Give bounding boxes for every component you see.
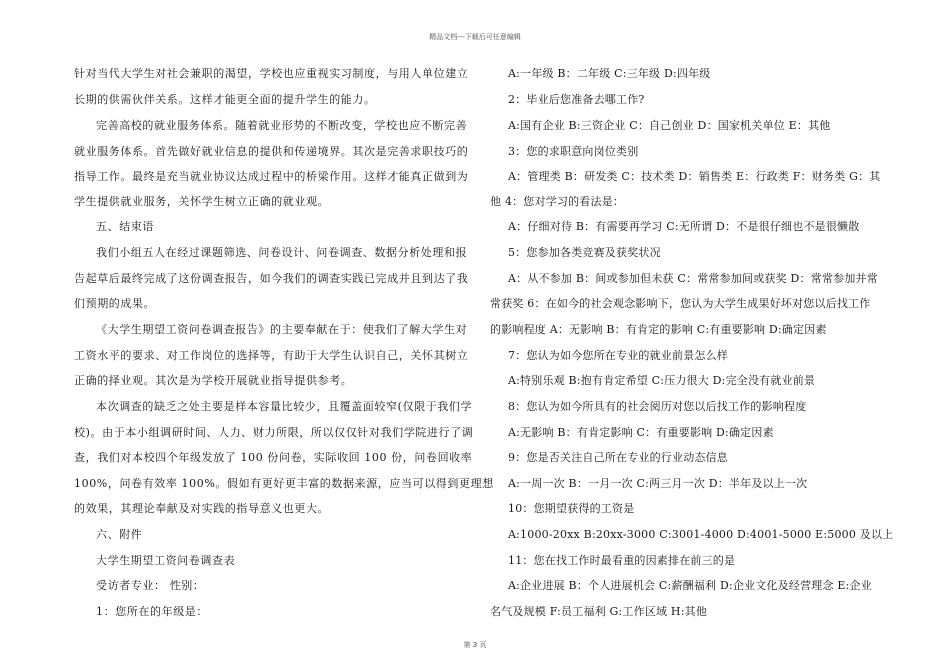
text-line: 7：您认为如今您所在专业的就业前景怎么样 <box>508 349 728 362</box>
text-line: 3：您的求职意向岗位类别 <box>508 145 639 158</box>
text-line: 100%，问卷有效率 100%。假如有更好更丰富的数据来源，应当可以得到更理想 <box>74 477 494 490</box>
text-line: A:1000-20xx B:20xx-3000 C:3001-4000 D:4001-5000 E:5000 及以上 <box>508 528 894 541</box>
text-line: 5：您参加各类竞赛及获奖状况 <box>508 246 661 259</box>
text-line: 8：您认为如今所具有的社会阅历对您以后找工作的影响程度 <box>508 400 807 413</box>
text-line: A：管理类 B：研发类 C：技术类 D：销售类 E：行政类 F：财务类 G：其 <box>508 170 881 183</box>
text-line: A：从不参加 B：间或参加但未获 C：常常参加间或获奖 D：常常参加并常 <box>508 272 878 285</box>
text-line: 完善高校的就业服务体系。随着就业形势的不断改变，学校也应不断完善 <box>96 119 468 132</box>
text-line: 指导工作。最终是充当就业协议达成过程中的桥梁作用。这样才能真正做到为 <box>74 170 469 183</box>
text-line: 名气及规模 F:员工福利 G:工作区域 H:其他 <box>490 605 708 618</box>
text-line: 《大学生期望工资问卷调查报告》的主要奉献在于：使我们了解大学生对 <box>96 323 468 336</box>
text-line: 校)。由于本小组调研时间、人力、财力所限，所以仅仅针对我们学院进行了调 <box>74 426 474 439</box>
text-line: 10：您期望获得的工资是 <box>508 502 635 515</box>
text-line: A:国有企业 B:三资企业 C：自己创业 D：国家机关单位 E：其他 <box>508 119 831 132</box>
text-line: 告起草后最终完成了这份调查报告，如今我们的调查实践已完成并且到达了我 <box>74 272 469 285</box>
text-line: 11：您在找工作时最看重的因素排在前三的是 <box>508 554 736 567</box>
text-line: 们预期的成果。 <box>74 297 156 310</box>
text-line: A：仔细对待 B：有需要再学习 C:无所谓 D：不是很仔细也不是很懒散 <box>508 220 860 233</box>
text-line: A:企业进展 B：个人进展机会 C:薪酬福利 D:企业文化及经营理念 E:企业 <box>508 579 872 592</box>
text-line: 长期的供需伙伴关系。这样才能更全面的提升学生的能力。 <box>74 93 376 106</box>
text-line: 他 4：您对学习的看法是： <box>490 195 625 208</box>
text-line: 我们小组五人在经过课题筛选、问卷设计、问卷调查、数据分析处理和报 <box>96 246 468 259</box>
text-line: 工资水平的要求、对工作岗位的选择等，有助于大学生认识自己，关怀其树立 <box>74 349 469 362</box>
text-line: 针对当代大学生对社会兼职的渴望，学校也应重视实习制度，与用人单位建立 <box>74 67 469 80</box>
section-heading: 五、结束语 <box>96 220 154 233</box>
page-number: 第 3 页 <box>463 641 487 649</box>
text-line: 受访者专业： 性别： <box>96 579 205 592</box>
page-header: 精品文档---下载后可任意编辑 <box>429 33 521 41</box>
text-line: 9：您是否关注自己所在专业的行业动态信息 <box>508 451 728 464</box>
text-line: A:一年级 B：二年级 C:三年级 D:四年级 <box>508 67 711 80</box>
section-heading: 六、附件 <box>96 528 143 541</box>
text-line: A:无影响 B：有肯定影响 C：有重要影响 D:确定因素 <box>508 426 774 439</box>
text-line: 的效果，其理论奉献及对实践的指导意义也更大。 <box>74 502 330 515</box>
text-line: 1：您所在的年级是： <box>96 605 208 618</box>
text-line: 就业服务体系。首先做好就业信息的提供和传递境界。其次是完善求职技巧的 <box>74 145 469 158</box>
text-line: 本次调查的缺乏之处主要是样本容量比较少，且覆盖面较窄(仅限于我们学 <box>96 400 473 413</box>
text-line: 正确的择业观。其次是为学校开展就业指导提供参考。 <box>74 374 353 387</box>
text-line: 学生提供就业服务，关怀学生树立正确的就业观。 <box>74 195 330 208</box>
text-line: 大学生期望工资问卷调查表 <box>96 554 236 567</box>
text-line: A:特别乐观 B:抱有肯定希望 C:压力很大 D:完全没有就业前景 <box>508 374 816 387</box>
text-line: 的影响程度 A：无影响 B：有肯定的影响 C:有重要影响 D:确定因素 <box>490 323 827 336</box>
text-line: 2：毕业后您准备去哪工作? <box>508 93 645 106</box>
text-line: A:一周一次 B：一月一次 C:两三月一次 D：半年及以上一次 <box>508 477 808 490</box>
text-line: 常获奖 6：在如今的社会观念影响下，您认为大学生成果好坏对您以后找工作 <box>490 297 871 310</box>
text-line: 查，我们对本校四个年级发放了 100 份问卷，实际收回 100 份，问卷回收率 <box>74 451 473 464</box>
